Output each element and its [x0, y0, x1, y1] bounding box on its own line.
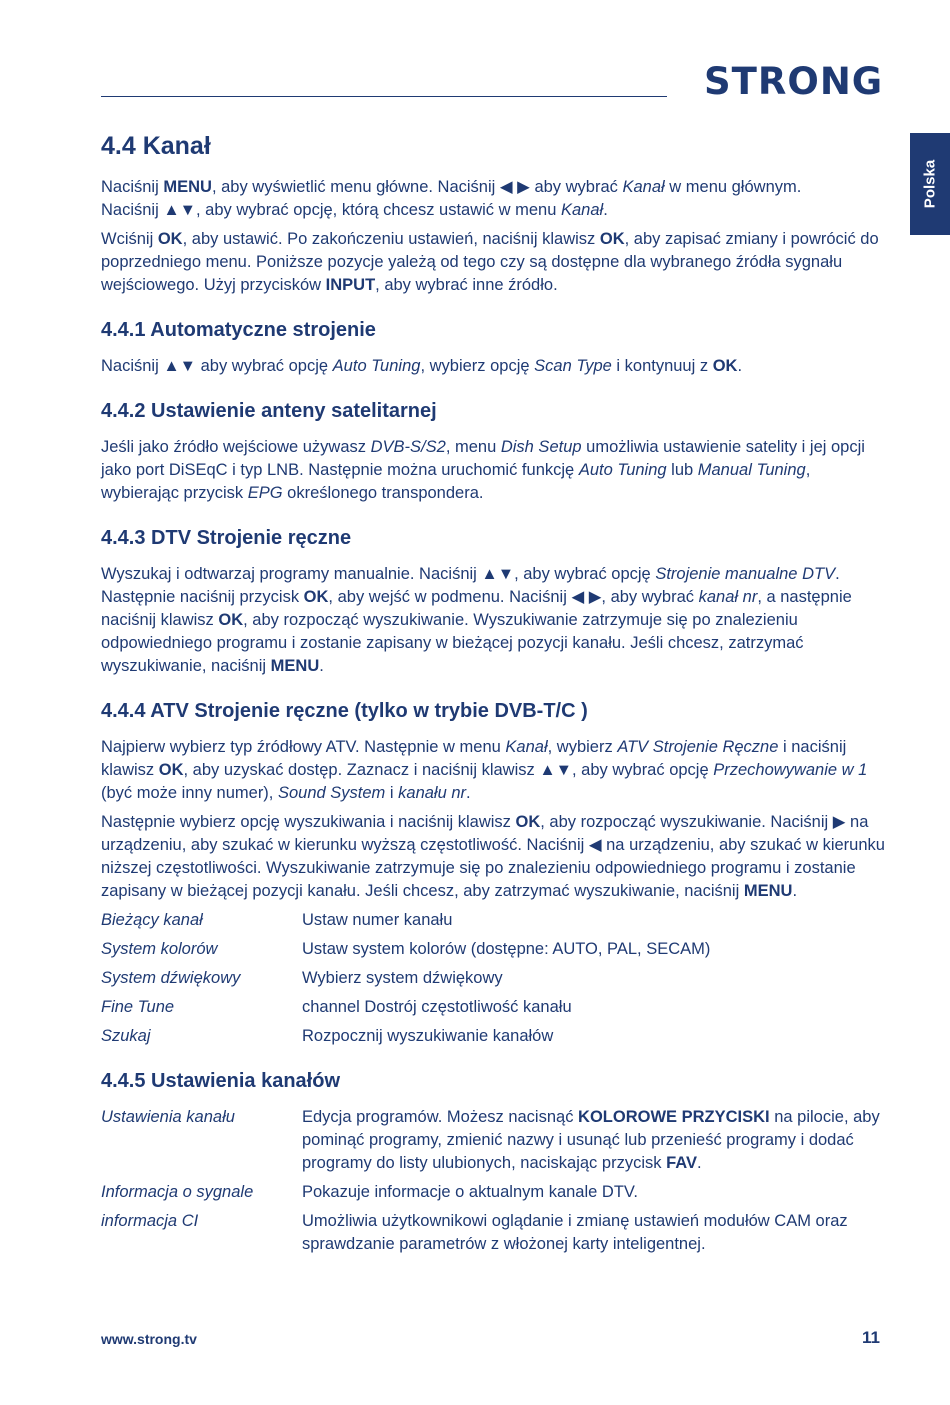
paragraph-4-4-1: Naciśnij ▲▼ aby wybrać opcję Auto Tuning, wybierz opcję Scan Type i kontynuuj z OK. [101, 357, 743, 375]
paragraph-4-4-ok: Wciśnij OK, aby ustawić. Po zakończeniu ustawień, naciśnij klawisz OK, aby zapisać zmiany i powrócić do poprzedniego menu. Poniższe pozycje yależą od tego czy są dostępne dla wybranego źródła sygnału wejściowego. Użyj przycisków INPUT, aby wybrać inne źródło. [101, 230, 879, 294]
paragraph-4-4-4-a: Najpierw wybierz typ źródłowy ATV. Następnie w menu Kanał, wybierz ATV Strojenie Ręczne i naciśnij klawisz OK, aby uzyskać dostęp. Zaznacz i naciśnij klawisz ▲▼, aby wybrać opcję Przechowywanie w 1 (być może inny numer), Sound System i kanału nr. [101, 738, 868, 802]
paragraph-4-4-intro: Naciśnij MENU, aby wyświetlić menu główne. Naciśnij ◀ ▶ aby wybrać Kanał w menu głównym. Naciśnij ▲▼, aby wybrać opcję, którą chcesz ustawić w menu Kanał. [101, 178, 802, 219]
paragraph-4-4-4-b: Następnie wybierz opcję wyszukiwania i naciśnij klawisz OK, aby rozpocząć wyszukiwanie. Naciśnij ▶ na urządzeniu, aby szukać w kierunku wyższą częstotliwość. Naciśnij ◀ na urządzeniu, aby szukać w kierunku niższej częstotliwości. Wyszukiwanie zatrzymuje się po znalezieniu odpowiedniego programu i zostanie zapisany w bieżącej pozycji kanału. Jeśli chcesz, aby zatrzymać wyszukiwanie, naciśnij MENU. [101, 813, 885, 900]
footer-url: www.strong.tv [101, 1331, 197, 1347]
section-title-4-4: 4.4 Kanał [101, 132, 211, 160]
strong-logo: STRONG [704, 60, 884, 103]
section-title-4-4-4: 4.4.4 ATV Strojenie ręczne (tylko w trybie DVB-T/C ) [101, 700, 588, 722]
settings-row-signal-info: Informacja o sygnale Pokazuje informacje o aktualnym kanale DTV. [101, 1183, 638, 1201]
section-title-4-4-1: 4.4.1 Automatyczne strojenie [101, 319, 376, 341]
atv-row-color-system: System kolorów Ustaw system kolorów (dostępne: AUTO, PAL, SECAM) [101, 940, 711, 958]
settings-row-channel: Ustawienia kanału Edycja programów. Możesz nacisnąć KOLOROWE PRZYCISKI na pilocie, aby pominąć programy, zmienić nazwy i usunąć lub przenieść programy i dodać programy do listy ulubionych, naciskając przycisk FAV. [101, 1108, 880, 1172]
page-number: 11 [862, 1328, 880, 1347]
atv-row-sound-system: System dźwiękowy Wybierz system dźwiękowy [101, 969, 503, 987]
atv-row-search: Szukaj Rozpocznij wyszukiwanie kanałów [101, 1027, 554, 1045]
atv-row-current-channel: Bieżący kanał Ustaw numer kanału [101, 911, 453, 929]
paragraph-4-4-2: Jeśli jako źródło wejściowe używasz DVB-S/S2, menu Dish Setup umożliwia ustawienie satelity i jej opcji jako port DiSEqC i typ LNB. Następnie można uruchomić funkcję Auto Tuning lub Manual Tuning, wybierając przycisk EPG określonego transpondera. [101, 438, 865, 502]
header-rule [101, 96, 667, 97]
section-title-4-4-2: 4.4.2 Ustawienie anteny satelitarnej [101, 400, 437, 422]
section-title-4-4-3: 4.4.3 DTV Strojenie ręczne [101, 527, 352, 549]
language-tab [910, 133, 950, 235]
page-content [101, 130, 891, 1262]
paragraph-4-4-3: Wyszukaj i odtwarzaj programy manualnie. Naciśnij ▲▼, aby wybrać opcję Strojenie manualne DTV. Następnie naciśnij przycisk OK, aby wejść w podmenu. Naciśnij ◀ ▶, aby wybrać kanał nr, a następnie naciśnij klawisz OK, aby rozpocząć wyszukiwanie. Wyszukiwanie zatrzymuje się po znalezieniu odpowiedniego programu i zostanie zapisany w bieżącej pozycji kanału. Jeśli chcesz, zatrzymać wyszukiwanie, naciśnij MENU. [101, 565, 852, 675]
settings-row-ci-info: informacja CI Umożliwia użytkownikowi oglądanie i zmianę ustawień modułów CAM oraz sprawdzanie parametrów z włożonej karty inteligentnej. [101, 1212, 848, 1253]
atv-row-fine-tune: Fine Tune channel Dostrój częstotliwość kanału [101, 998, 572, 1016]
language-tab-label: Polska [921, 159, 939, 209]
section-title-4-4-5: 4.4.5 Ustawienia kanałów [101, 1070, 340, 1092]
